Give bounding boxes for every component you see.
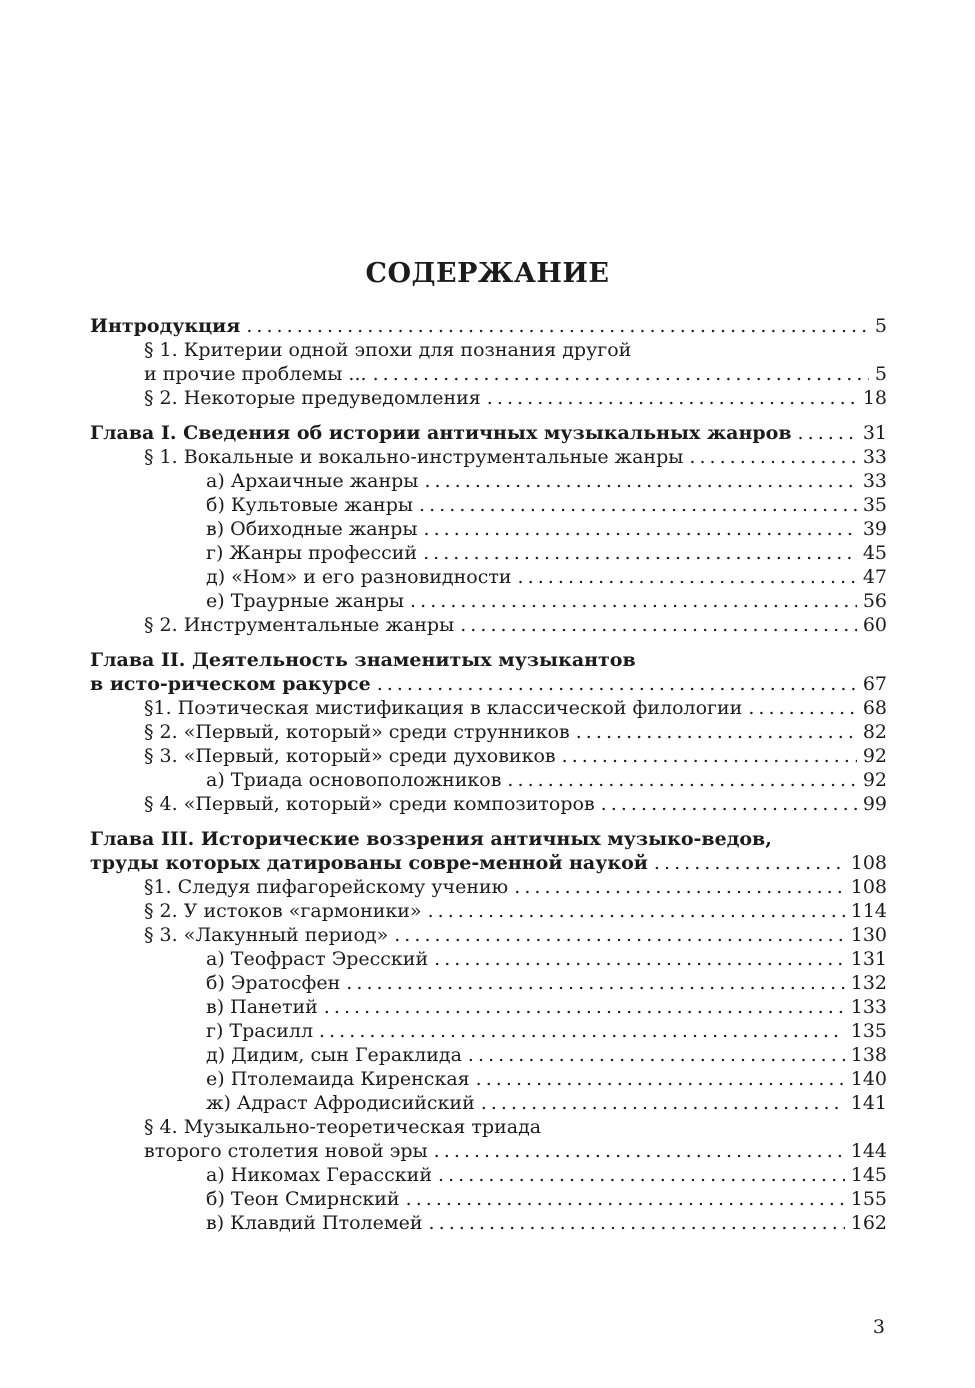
toc-page-number: 60 <box>862 614 887 636</box>
toc-page-number: 45 <box>862 542 887 564</box>
toc-page-number: 5 <box>874 363 887 385</box>
toc-entry-title: второго столетия новой эры <box>144 1140 428 1162</box>
toc-leader-dots <box>468 1043 845 1067</box>
toc-entry-title: е) Птолемаида Киренская <box>206 1068 470 1090</box>
toc-section-line <box>90 696 887 720</box>
toc-subsection-line <box>90 1211 887 1235</box>
toc-leader-dots <box>423 541 857 565</box>
toc-section-line <box>90 923 887 947</box>
toc-page-number: 33 <box>862 446 887 468</box>
toc-entry-title: §1. Поэтическая мистификация в классической филологии <box>144 697 743 719</box>
toc-leader-dots <box>518 565 857 589</box>
toc-section-line <box>90 386 887 410</box>
toc-entry-title: Глава II. Деятельность знаменитых музыкантов <box>90 649 636 671</box>
toc-entry-title: е) Траурные жанры <box>206 590 405 612</box>
page-title: СОДЕРЖАНИЕ <box>365 258 610 289</box>
toc-entry-title: б) Эратосфен <box>206 972 341 994</box>
toc-page-number: 140 <box>850 1068 887 1090</box>
toc-entry-title: труды которых датированы совре-менной наукой <box>90 852 648 874</box>
toc-leader-dots <box>246 314 869 338</box>
toc-entry-title: в исто-рическом ракурсе <box>90 673 371 695</box>
toc-chapter-line <box>90 851 887 875</box>
toc-section-line <box>90 899 887 923</box>
toc-entry-title: § 4. «Первый, который» среди композиторов <box>144 793 595 815</box>
toc-entry-title: Интродукция <box>90 315 241 337</box>
toc-entry-title: § 1. Критерии одной эпохи для познания другой <box>144 339 632 361</box>
toc-leader-dots <box>394 923 845 947</box>
toc-entry-title: и прочие проблемы ... <box>144 363 367 385</box>
toc-page-number: 5 <box>874 315 887 337</box>
toc-entry-title: §1. Следуя пифагорейскому учению <box>144 876 509 898</box>
toc-subsection-line <box>90 971 887 995</box>
toc-subsection-line <box>90 1163 887 1187</box>
toc-section-line <box>90 445 887 469</box>
toc-page-number: 47 <box>862 566 887 588</box>
toc-chapter-line <box>90 827 887 851</box>
toc-section-line <box>90 1139 887 1163</box>
toc-subsection-line <box>90 517 887 541</box>
toc-leader-dots <box>419 493 857 517</box>
toc-leader-dots <box>481 1091 845 1115</box>
toc-entry-title: Глава III. Исторические воззрения античных музыко-ведов, <box>90 828 772 850</box>
toc-subsection-line <box>90 589 887 613</box>
toc-leader-dots <box>507 768 856 792</box>
toc-leader-dots <box>406 1187 845 1211</box>
toc-page-number: 155 <box>850 1188 887 1210</box>
toc-subsection-line <box>90 565 887 589</box>
toc-leader-dots <box>689 445 856 469</box>
toc-page-number: 56 <box>862 590 887 612</box>
toc-entry-title: в) Клавдий Птолемей <box>206 1212 423 1234</box>
toc-page-number: 92 <box>862 769 887 791</box>
toc-entry-title: § 3. «Первый, который» среди духовиков <box>144 745 556 767</box>
toc-page-number: 35 <box>862 494 887 516</box>
toc-leader-dots <box>424 517 857 541</box>
toc-section-line <box>90 744 887 768</box>
toc-entry-title: § 2. У истоков «гармоники» <box>144 900 422 922</box>
toc-entry-title: а) Триада основоположников <box>206 769 502 791</box>
toc-page-number: 108 <box>850 852 887 874</box>
toc-leader-dots <box>377 672 857 696</box>
toc-chapter-line <box>90 421 887 445</box>
toc-leader-dots <box>424 469 856 493</box>
toc-section-line <box>90 1115 887 1139</box>
toc-chapter-line <box>90 648 887 672</box>
toc-leader-dots <box>428 899 845 923</box>
toc-leader-dots <box>434 947 845 971</box>
toc-entry-title: § 2. Инструментальные жанры <box>144 614 455 636</box>
toc-page-number: 108 <box>850 876 887 898</box>
toc-page-number: 141 <box>850 1092 887 1114</box>
toc-leader-dots <box>319 1019 845 1043</box>
toc-leader-dots <box>748 696 856 720</box>
toc-subsection-line <box>90 1019 887 1043</box>
toc-page-number: 82 <box>862 721 887 743</box>
toc-entry-title: б) Теон Смирнский <box>206 1188 400 1210</box>
toc-entry-title: д) «Ном» и его разновидности <box>206 566 512 588</box>
toc-leader-dots <box>324 995 845 1019</box>
toc-page-number: 33 <box>862 470 887 492</box>
toc-page-number: 31 <box>862 422 887 444</box>
toc-entry-title: а) Архаичные жанры <box>206 470 419 492</box>
toc-entry-title: § 2. Некоторые предуведомления <box>144 387 481 409</box>
toc-page-number: 132 <box>850 972 887 994</box>
toc-chapter-line <box>90 314 887 338</box>
toc-subsection-line <box>90 995 887 1019</box>
toc-page-number: 135 <box>850 1020 887 1042</box>
toc-entry-title: а) Никомах Герасский <box>206 1164 432 1186</box>
toc-leader-dots <box>576 720 857 744</box>
toc-page-number: 67 <box>862 673 887 695</box>
toc-leader-dots <box>514 875 845 899</box>
toc-page-number: 138 <box>850 1044 887 1066</box>
toc-page-number: 18 <box>862 387 887 409</box>
toc-entry-title: § 4. Музыкально-теоретическая триада <box>144 1116 542 1138</box>
toc-page-number: 162 <box>850 1212 887 1234</box>
toc-leader-dots <box>654 851 845 875</box>
toc-section-line <box>90 338 887 362</box>
toc-leader-dots <box>373 362 869 386</box>
toc-leader-dots <box>346 971 844 995</box>
toc-leader-dots <box>434 1139 845 1163</box>
toc-leader-dots <box>460 613 857 637</box>
toc-page-number: 92 <box>862 745 887 767</box>
toc-page-number: 131 <box>850 948 887 970</box>
toc-entry-title: г) Трасилл <box>206 1020 314 1042</box>
toc-subsection-line <box>90 541 887 565</box>
toc-subsection-line <box>90 493 887 517</box>
toc-page-number: 145 <box>850 1164 887 1186</box>
toc-leader-dots <box>410 589 857 613</box>
toc-section-line <box>90 613 887 637</box>
toc-subsection-line <box>90 469 887 493</box>
toc-page-number: 68 <box>862 697 887 719</box>
toc-entry-title: а) Теофраст Эресский <box>206 948 429 970</box>
toc-entry-title: д) Дидим, сын Гераклида <box>206 1044 462 1066</box>
toc-entry-title: в) Обиходные жанры <box>206 518 418 540</box>
toc-page-number: 114 <box>850 900 887 922</box>
toc-section-line <box>90 792 887 816</box>
toc-page-number: 144 <box>850 1140 887 1162</box>
toc-chapter-line <box>90 672 887 696</box>
toc-entry-title: г) Жанры профессий <box>206 542 418 564</box>
toc-leader-dots <box>798 421 857 445</box>
toc-subsection-line <box>90 947 887 971</box>
toc-page-number: 133 <box>850 996 887 1018</box>
toc-leader-dots <box>429 1211 845 1235</box>
toc-subsection-line <box>90 768 887 792</box>
toc-subsection-line <box>90 1091 887 1115</box>
toc-page-number: 99 <box>862 793 887 815</box>
toc-subsection-line <box>90 1187 887 1211</box>
toc-section-line <box>90 362 887 386</box>
toc-section-line <box>90 720 887 744</box>
toc-leader-dots <box>438 1163 845 1187</box>
toc-leader-dots <box>562 744 857 768</box>
toc-entry-title: ж) Адраст Афродисийский <box>206 1092 475 1114</box>
toc-entry-title: § 1. Вокальные и вокально-инструментальные жанры <box>144 446 684 468</box>
toc-leader-dots <box>487 386 857 410</box>
toc-entry-title: б) Культовые жанры <box>206 494 413 516</box>
toc-subsection-line <box>90 1043 887 1067</box>
toc-subsection-line <box>90 1067 887 1091</box>
toc-page-number: 130 <box>850 924 887 946</box>
toc-entry-title: § 2. «Первый, который» среди струнников <box>144 721 570 743</box>
toc-entry-title: § 3. «Лакунный период» <box>144 924 389 946</box>
toc-leader-dots <box>601 792 857 816</box>
toc-section-line <box>90 875 887 899</box>
toc-page-number: 39 <box>862 518 887 540</box>
table-of-contents <box>90 314 887 1235</box>
toc-entry-title: в) Панетий <box>206 996 318 1018</box>
page-number: 3 <box>872 1316 885 1338</box>
toc-leader-dots <box>476 1067 845 1091</box>
toc-entry-title: Глава I. Сведения об истории античных музыкальных жанров <box>90 422 792 444</box>
